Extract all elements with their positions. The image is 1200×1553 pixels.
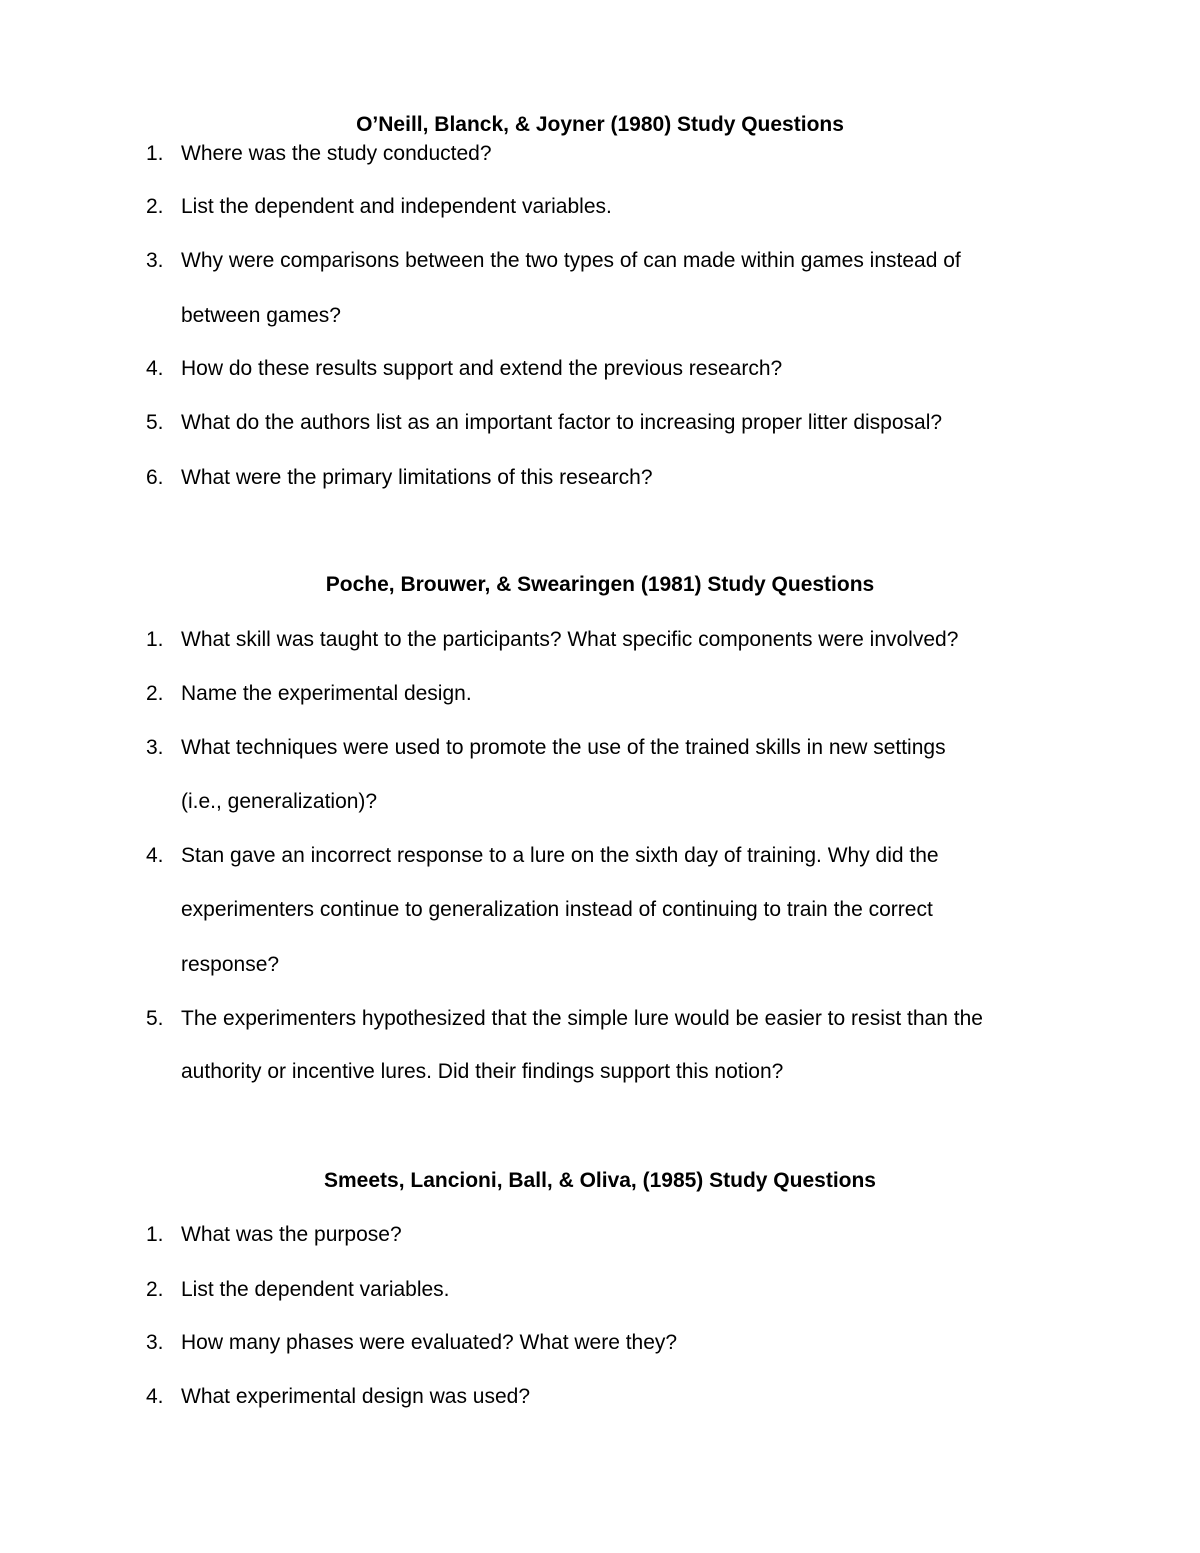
question-number: 2. bbox=[146, 195, 164, 218]
question-text: List the dependent and independent variables. bbox=[181, 195, 612, 218]
question-number: 3. bbox=[146, 736, 164, 759]
question-number: 4. bbox=[146, 357, 164, 380]
question-number: 4. bbox=[146, 1385, 164, 1408]
question-number: 3. bbox=[146, 1331, 164, 1354]
question-text: List the dependent variables. bbox=[181, 1278, 450, 1301]
question-number: 1. bbox=[146, 628, 164, 651]
question-text-continued: response? bbox=[181, 953, 280, 976]
question-text: Stan gave an incorrect response to a lure on the sixth day of training. Why did the bbox=[181, 844, 939, 867]
question-text-continued: between games? bbox=[181, 304, 341, 327]
question-text-continued: authority or incentive lures. Did their findings support this notion? bbox=[181, 1060, 784, 1083]
question-text: How many phases were evaluated? What were they? bbox=[181, 1331, 678, 1354]
question-text-continued: experimenters continue to generalization instead of continuing to train the correct bbox=[181, 898, 933, 921]
section-heading: O’Neill, Blanck, & Joyner (1980) Study Questions bbox=[356, 113, 844, 136]
question-number: 5. bbox=[146, 411, 164, 434]
question-text: What do the authors list as an important factor to increasing proper litter disposal? bbox=[181, 411, 943, 434]
question-text: Why were comparisons between the two types of can made within games instead of bbox=[181, 249, 961, 272]
question-text: What skill was taught to the participants? What specific components were involved? bbox=[181, 628, 959, 651]
question-number: 2. bbox=[146, 1278, 164, 1301]
section-heading: Smeets, Lancioni, Ball, & Oliva, (1985) Study Questions bbox=[324, 1169, 876, 1192]
section-heading: Poche, Brouwer, & Swearingen (1981) Study Questions bbox=[325, 573, 875, 596]
question-text: Name the experimental design. bbox=[181, 682, 472, 705]
question-number: 6. bbox=[146, 466, 164, 489]
question-number: 1. bbox=[146, 142, 164, 165]
question-text: The experimenters hypothesized that the simple lure would be easier to resist than the bbox=[181, 1007, 983, 1030]
question-text: Where was the study conducted? bbox=[181, 142, 492, 165]
question-number: 1. bbox=[146, 1223, 164, 1246]
question-text: What were the primary limitations of this research? bbox=[181, 466, 653, 489]
question-text-continued: (i.e., generalization)? bbox=[181, 790, 378, 813]
question-number: 5. bbox=[146, 1007, 164, 1030]
question-text: How do these results support and extend the previous research? bbox=[181, 357, 783, 380]
question-text: What techniques were used to promote the use of the trained skills in new settings bbox=[181, 736, 946, 759]
question-text: What experimental design was used? bbox=[181, 1385, 531, 1408]
question-number: 4. bbox=[146, 844, 164, 867]
question-number: 3. bbox=[146, 249, 164, 272]
question-text: What was the purpose? bbox=[181, 1223, 402, 1246]
question-number: 2. bbox=[146, 682, 164, 705]
